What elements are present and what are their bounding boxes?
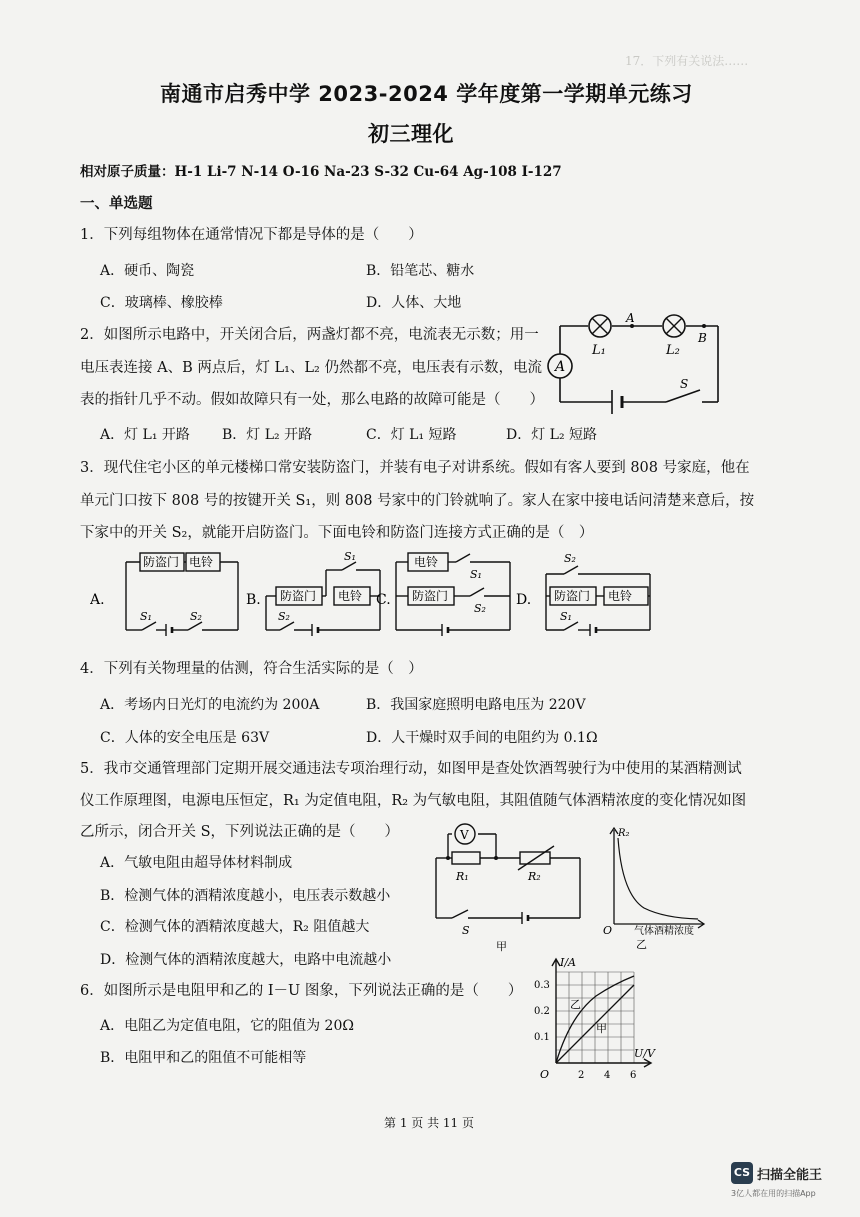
q6-ytick-0-1: 0.1 [534, 1032, 550, 1043]
q2-line2: 电压表连接 A、B 两点后，灯 L₁、L₂ 仍然都不亮，电压表有示数，电流 [80, 360, 542, 376]
q5-option-c: C．检测气体的酒精浓度越大，R₂ 阻值越大 [100, 919, 370, 935]
q3a-bell-label: 电铃 [189, 555, 214, 569]
ammeter-icon [548, 354, 572, 378]
q6-graph-ylabel: I/A [560, 956, 576, 969]
q6-ytick-0-3: 0.3 [534, 980, 550, 991]
q5-option-a: A．气敏电阻由超导体材料制成 [100, 855, 293, 871]
q3b-s1-label: S₁ [344, 550, 356, 563]
q6-iu-graph [530, 956, 680, 1086]
q6-graph-xlabel: U/V [634, 1047, 655, 1060]
voltmeter-icon [455, 824, 475, 844]
q3a-door-label: 防盗门 [143, 555, 180, 569]
q2-option-b: B．灯 L₂ 开路 [222, 427, 313, 443]
q3d-door-label: 防盗门 [554, 589, 591, 603]
q3-option-a-label: A. [90, 592, 105, 608]
point-a-label: A [626, 311, 635, 325]
lamp-l1-icon [589, 315, 611, 337]
q1-option-b: B．铅笔芯、糖水 [366, 263, 475, 279]
q1-option-c: C．玻璃棒、橡胶棒 [100, 295, 223, 311]
figure-yi-label: 乙 [636, 938, 647, 950]
scanner-tagline: 3亿人都在用的扫描App [731, 1189, 816, 1198]
switch-s-label: S [680, 377, 689, 391]
q3-option-d-label: D. [516, 592, 532, 608]
page-footer: 第 1 页 共 11 页 [384, 1116, 474, 1130]
lamp-l2-label: L₂ [666, 343, 680, 358]
bleed-through-text: 17．下列有关说法…… [625, 54, 749, 68]
q4-option-a: A．考场内日光灯的电流约为 200A [100, 697, 320, 713]
q2-option-c: C．灯 L₁ 短路 [366, 427, 457, 443]
q3c-door-label: 防盗门 [412, 589, 449, 603]
q5-chart-origin: O [603, 924, 613, 937]
ammeter-label: A [555, 359, 566, 375]
q6-xtick-4: 4 [604, 1070, 611, 1081]
atomic-mass-line: 相对原子质量：H-1 Li-7 N-14 O-16 Na-23 S-32 Cu-64 Ag-108 I-127 [80, 164, 562, 180]
r2-label: R₂ [528, 870, 541, 883]
q6-graph-origin: O [540, 1068, 550, 1081]
voltmeter-label: V [460, 828, 469, 842]
q6-option-b: B．电阻甲和乙的阻值不可能相等 [100, 1050, 307, 1066]
q3-circuit-options [90, 548, 770, 648]
q3-line3: 下家中的开关 S₂，就能开启防盗门。下面电铃和防盗门连接方式正确的是（ ） [80, 525, 594, 541]
scanner-app-name: 扫描全能王 [757, 1168, 823, 1183]
q3-option-b-label: B. [246, 592, 261, 608]
q3c-s1-label: S₁ [470, 568, 482, 581]
q6-xtick-2: 2 [578, 1070, 585, 1081]
q4-stem: 4．下列有关物理量的估测，符合生活实际的是（ ） [80, 661, 423, 677]
q1-option-a: A．硬币、陶瓷 [100, 263, 195, 279]
scanner-watermark [731, 1162, 851, 1202]
q3c-bell-label: 电铃 [414, 555, 439, 569]
q2-option-d: D．灯 L₂ 短路 [506, 427, 598, 443]
q5-circuit-diagram [430, 822, 600, 952]
scanner-logo-icon: CS [731, 1162, 753, 1184]
q6-ytick-0-2: 0.2 [534, 1006, 550, 1017]
q5-option-b: B．检测气体的酒精浓度越小，电压表示数越小 [100, 888, 391, 904]
q3a-s2-label: S₂ [190, 610, 202, 623]
lamp-l1-label: L₁ [592, 343, 606, 358]
q1-option-d: D．人体、大地 [366, 295, 462, 311]
q6-stem: 6．如图所示是电阻甲和乙的 I－U 图象，下列说法正确的是（ ） [80, 983, 523, 999]
q3b-bell-label: 电铃 [338, 589, 363, 603]
q4-option-c: C．人体的安全电压是 63V [100, 730, 270, 746]
q3b-door-label: 防盗门 [280, 589, 317, 603]
q6-curve-yi-label: 乙 [570, 998, 581, 1011]
q3b-s2-label: S₂ [278, 610, 290, 623]
q5-line2: 仪工作原理图，电源电压恒定，R₁ 为定值电阻，R₂ 为气敏电阻，其阻值随气体酒精浓度的变化情况如图 [80, 793, 747, 809]
q3d-bell-label: 电铃 [608, 589, 633, 603]
section-heading: 一、单选题 [80, 195, 153, 212]
q6-line-jia-label: 甲 [596, 1022, 607, 1035]
q1-stem: 1．下列每组物体在通常情况下都是导体的是（ ） [80, 227, 423, 243]
q3-option-c-label: C. [376, 592, 391, 608]
q5-chart-xlabel: 气体酒精浓度 [634, 926, 694, 937]
q5-line1: 5．我市交通管理部门定期开展交通违法专项治理行动，如图甲是查处饮酒驾驶行为中使用的某酒精测试 [80, 761, 742, 777]
q5-r2-curve-chart [600, 824, 710, 950]
q3d-s1-label: S₁ [560, 610, 572, 623]
q2-circuit-diagram [540, 310, 740, 420]
figure-jia-label: 甲 [496, 940, 507, 952]
switch-s-label: S [462, 924, 470, 937]
point-b-label: B [698, 331, 707, 345]
q6-option-a: A．电阻乙为定值电阻，它的阻值为 20Ω [100, 1018, 354, 1034]
lamp-l2-icon [663, 315, 685, 337]
q3-line2: 单元门口按下 808 号的按键开关 S₁，则 808 号家中的门铃就响了。家人在家中接电话问清楚来意后，按 [80, 493, 755, 509]
q3c-s2-label: S₂ [474, 602, 486, 615]
r1-label: R₁ [456, 870, 469, 883]
q3a-s1-label: S₁ [140, 610, 152, 623]
q4-option-d: D．人干燥时双手间的电阻约为 0.1Ω [366, 730, 598, 746]
exam-title: 南通市启秀中学 2023-2024 学年度第一学期单元练习 [160, 82, 693, 106]
q5-line3: 乙所示，闭合开关 S，下列说法正确的是（ ） [80, 824, 400, 840]
q3d-s2-label: S₂ [564, 552, 576, 565]
q6-xtick-6: 6 [630, 1070, 637, 1081]
exam-subtitle: 初三理化 [368, 122, 454, 146]
q3-line1: 3．现代住宅小区的单元楼梯口常安装防盗门，并装有电子对讲系统。假如有客人要到 808 号家庭，他在 [80, 460, 750, 476]
q2-line1: 2．如图所示电路中，开关闭合后，两盏灯都不亮，电流表无示数；用一 [80, 327, 539, 343]
q5-option-d: D．检测气体的酒精浓度越大，电路中电流越小 [100, 952, 392, 968]
q2-line3: 表的指针几乎不动。假如故障只有一处，那么电路的故障可能是（ ） [80, 392, 544, 408]
q4-option-b: B．我国家庭照明电路电压为 220V [366, 697, 586, 713]
q5-chart-ylabel: R₂ [618, 828, 630, 839]
q2-option-a: A．灯 L₁ 开路 [100, 427, 190, 443]
